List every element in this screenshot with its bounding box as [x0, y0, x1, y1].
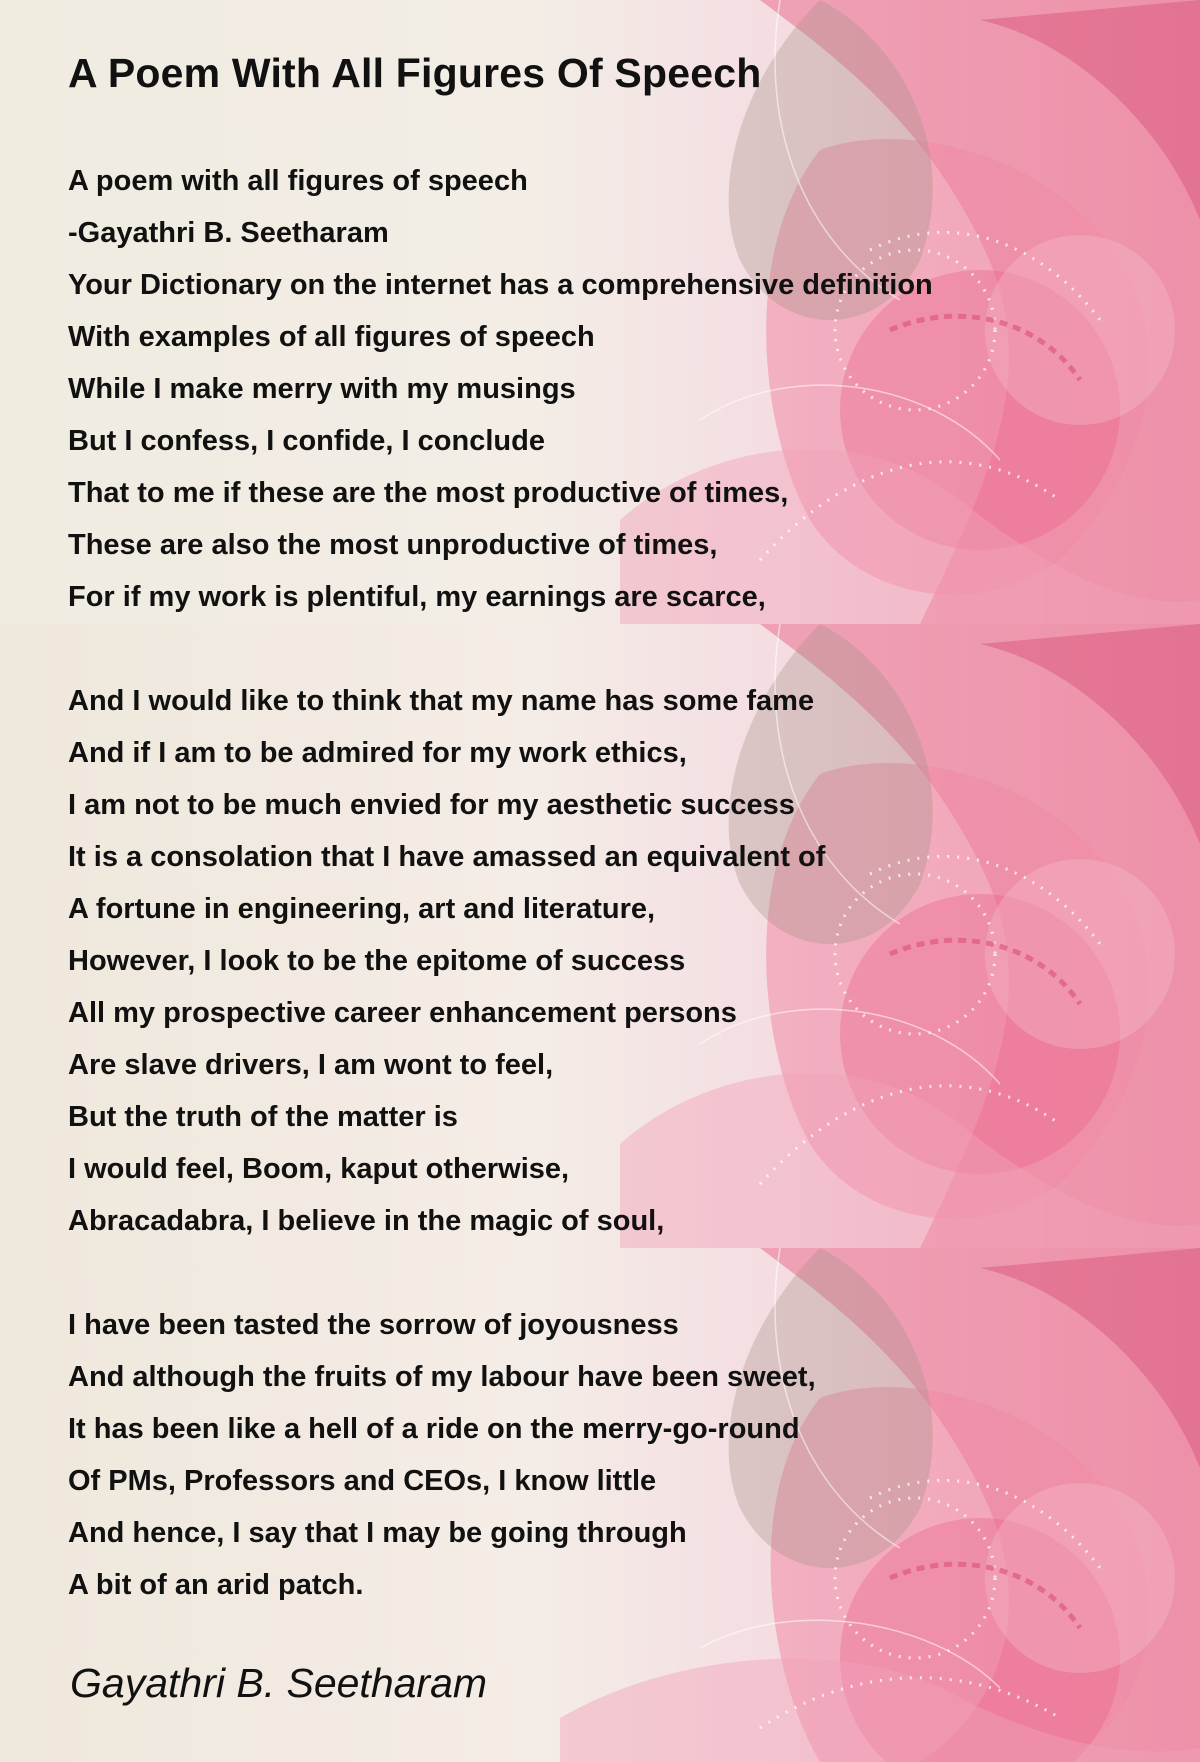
poem-line: All my prospective career enhancement persons — [68, 997, 737, 1029]
poem-line: -Gayathri B. Seetharam — [68, 217, 389, 249]
poem-line: And I would like to think that my name has some fame — [68, 685, 815, 717]
poem-line: It has been like a hell of a ride on the merry-go-round — [68, 1413, 800, 1445]
poem-line: I have been tasted the sorrow of joyousness — [68, 1309, 679, 1341]
poem-line: Of PMs, Professors and CEOs, I know little — [68, 1465, 657, 1497]
poem-line: For if my work is plentiful, my earnings are scarce, — [68, 581, 766, 613]
poem-line: But the truth of the matter is — [68, 1101, 458, 1133]
poem-line: With examples of all figures of speech — [68, 321, 595, 353]
poem-line: A bit of an arid patch. — [68, 1569, 364, 1601]
poem-line: But I confess, I confide, I conclude — [68, 425, 545, 457]
poem-line: It is a consolation that I have amassed an equivalent of — [68, 841, 826, 873]
poem-title: A Poem With All Figures Of Speech — [68, 50, 762, 96]
poem-line: And hence, I say that I may be going through — [68, 1517, 687, 1549]
poem-line: Are slave drivers, I am wont to feel, — [68, 1049, 554, 1081]
poem-line: These are also the most unproductive of times, — [68, 529, 718, 561]
stanza-break — [68, 623, 1128, 675]
poem-line: And if I am to be admired for my work ethics, — [68, 737, 687, 769]
poem-line: I would feel, Boom, kaput otherwise, — [68, 1153, 570, 1185]
poem-body — [68, 155, 1128, 1611]
poem-line: A poem with all figures of speech — [68, 165, 528, 197]
poem-line: Your Dictionary on the internet has a comprehensive definition — [68, 269, 933, 301]
poem-line: While I make merry with my musings — [68, 373, 576, 405]
poem-line: That to me if these are the most productive of times, — [68, 477, 789, 509]
stanza-1 — [68, 155, 1128, 623]
stanza-2 — [68, 675, 1128, 1247]
poem-line: Abracadabra, I believe in the magic of soul, — [68, 1205, 665, 1237]
stanza-break — [68, 1247, 1128, 1299]
poem-line: A fortune in engineering, art and literature, — [68, 893, 656, 925]
poem-line: However, I look to be the epitome of success — [68, 945, 686, 977]
author-signature: Gayathri B. Seetharam — [70, 1660, 488, 1706]
poem-line: And although the fruits of my labour have been sweet, — [68, 1361, 816, 1393]
stanza-3 — [68, 1299, 1128, 1611]
poem-line: I am not to be much envied for my aesthetic success — [68, 789, 795, 821]
